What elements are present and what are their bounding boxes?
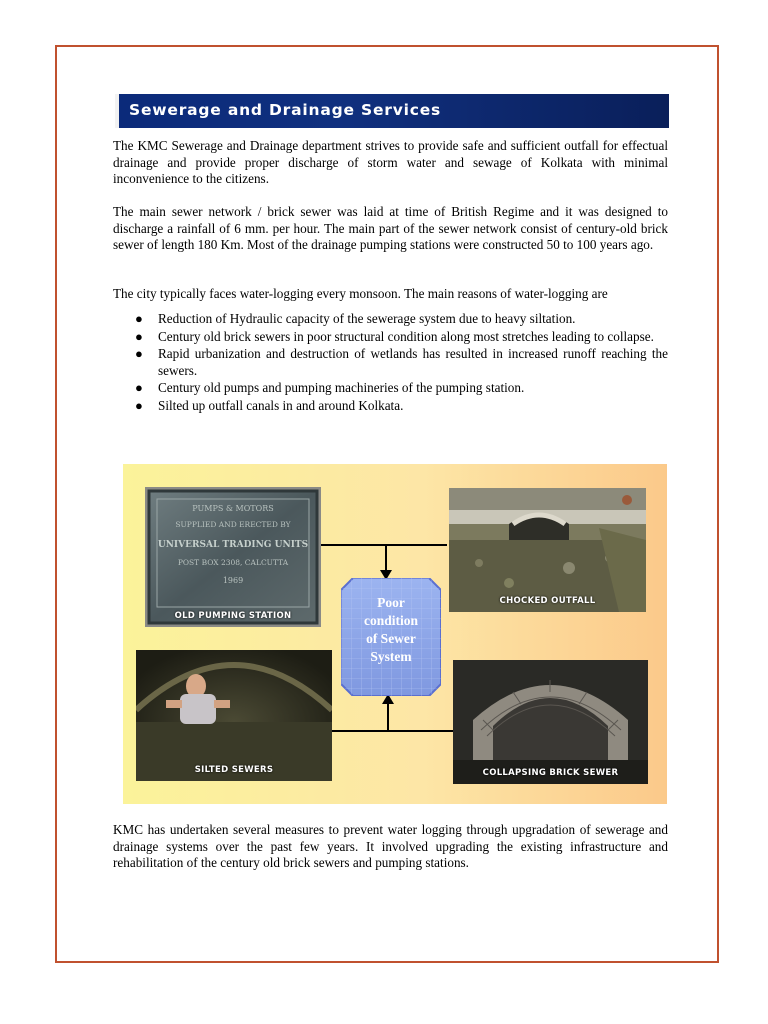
connector-line-top — [321, 544, 447, 546]
list-item-text: Century old brick sewers in poor structural condition along most stretches leading to collapse. — [158, 328, 654, 344]
plaque-line: PUMPS & MOTORS — [192, 504, 274, 513]
list-item-text: Reduction of Hydraulic capacity of the sewerage system due to heavy siltation. — [158, 311, 576, 326]
silted-sewer-image — [136, 650, 332, 781]
section-banner — [115, 94, 669, 128]
intro-paragraph: The KMC Sewerage and Drainage department strives to provide safe and sufficient outfall for effectual drainage and provide proper discharge of storm water and sewage of Kolkata with minimal inconvenience to the citizens. — [113, 138, 668, 186]
bullet-icon: ● — [135, 346, 143, 361]
plaque-line: POST BOX 2308, CALCUTTA — [177, 558, 289, 567]
outfall-image — [449, 488, 646, 612]
list-item — [113, 311, 668, 328]
reasons-intro-paragraph: The city typically faces water-logging every monsoon. The main reasons of water-logging are — [113, 286, 608, 301]
plaque-line: SUPPLIED AND ERECTED BY — [175, 520, 291, 529]
photo-caption: COLLAPSING BRICK SEWER — [482, 768, 619, 778]
center-label-line: of Sewer — [366, 631, 416, 646]
photo-caption: SILTED SEWERS — [194, 765, 274, 775]
list-item — [113, 398, 668, 415]
plaque-image — [145, 487, 321, 627]
brick-sewer-image — [453, 660, 648, 784]
list-item — [113, 380, 668, 397]
center-label-line: Poor — [377, 595, 405, 610]
list-item-text: Century old pumps and pumping machineries of the pumping station. — [158, 380, 525, 395]
sewer-condition-figure — [123, 464, 667, 804]
center-label-box — [341, 578, 441, 696]
list-item-text: Silted up outfall canals in and around Kolkata. — [158, 397, 404, 413]
list-item-text: Rapid urbanization and destruction of wetlands has resulted in increased runoff reaching the sewers. — [158, 346, 668, 378]
plaque-line: UNIVERSAL TRADING UNITS — [157, 540, 309, 550]
bullet-icon: ● — [135, 311, 143, 326]
section-title: Sewerage and Drainage Services — [129, 101, 442, 119]
silted-sewers-photo — [136, 650, 332, 781]
list-item — [113, 346, 668, 379]
photo-caption: CHOCKED OUTFALL — [499, 596, 596, 606]
connector-line-bottom — [331, 730, 453, 732]
reasons-list — [113, 311, 668, 415]
chocked-outfall-photo — [449, 488, 646, 612]
closing-paragraph: KMC has undertaken several measures to prevent water logging through upgradation of sewerage and drainage systems over the past few years. It involved upgrading the existing infrastructure and rehabilitation of the century old brick sewers and pumping stations. — [113, 822, 668, 870]
old-pumping-station-photo — [145, 487, 321, 627]
list-item — [113, 329, 668, 346]
bullet-icon: ● — [135, 328, 143, 344]
bullet-icon: ● — [135, 397, 143, 413]
center-label — [341, 594, 441, 666]
network-paragraph: The main sewer network / brick sewer was laid at time of British Regime and it was designed to discharge a rainfall of 6 mm. per hour. The main part of the sewer network consist of century-old brick sewer of length 180 Km. Most of the drainage pumping stations were constructed 50 to 100 years ago. — [113, 204, 668, 252]
photo-caption: OLD PUMPING STATION — [174, 611, 292, 621]
plaque-line: 1969 — [222, 576, 244, 585]
connector-line-bottom-vertical — [387, 702, 389, 732]
collapsing-brick-sewer-photo — [453, 660, 648, 784]
center-label-line: System — [370, 649, 412, 664]
bullet-icon: ● — [135, 380, 143, 395]
center-label-line: condition — [363, 613, 418, 628]
